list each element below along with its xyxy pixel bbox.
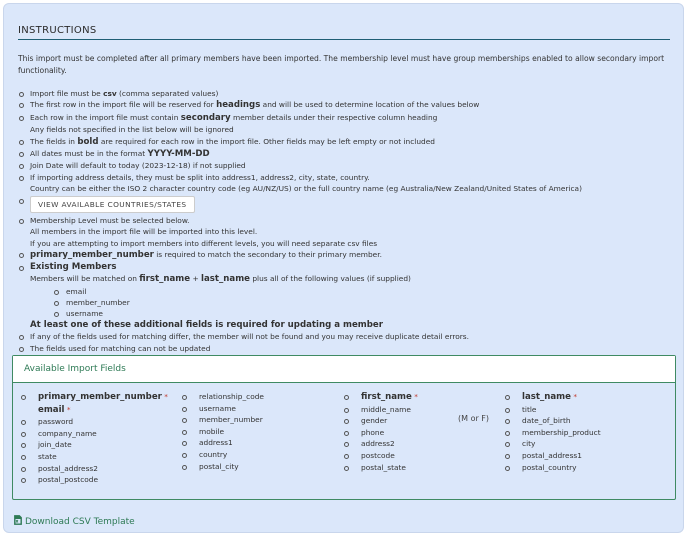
field-item: membership_product — [503, 427, 601, 439]
field-item — [503, 391, 601, 404]
field-item: phone — [342, 427, 418, 439]
rule-bold: first_name — [139, 274, 191, 285]
match-field-item: username — [18, 308, 683, 319]
gender-note: (M or F) — [458, 414, 490, 423]
fields-column-3 — [342, 391, 418, 473]
field-item: title — [503, 404, 601, 416]
intro-text: This import must be completed after all primary members have been imported. The membership level must have group memberships enabled to allow secondary import functionality. — [18, 54, 665, 75]
fields-column-1 — [19, 391, 168, 486]
field-name-required: last_name — [522, 392, 571, 402]
rule-text: are required for each row in the import file. Other fields may be left empty or not included — [98, 136, 435, 146]
field-item: postal_state — [342, 462, 418, 474]
field-item: middle_name — [342, 404, 418, 416]
rule-headings — [18, 99, 683, 111]
field-item: username — [180, 403, 264, 415]
download-csv-template-link[interactable] — [14, 515, 135, 528]
field-item: postal_address1 — [503, 450, 601, 462]
view-countries-button[interactable]: VIEW AVAILABLE COUNTRIES/STATES — [30, 196, 195, 213]
field-item: postal_country — [503, 462, 601, 474]
field-item: member_number — [180, 414, 264, 426]
match-field-item: email — [18, 286, 683, 297]
rule-text: The first row in the import file will be reserved for — [30, 100, 217, 110]
rule-text: (comma separated values) — [116, 89, 219, 98]
field-item: postal_postcode — [19, 474, 168, 486]
field-item — [19, 391, 168, 404]
rule-additional-required: At least one of these additional fields is required for updating a member — [30, 319, 383, 330]
rule-country-note: Country can be either the ISO 2 character country code (eg AU/NZ/US) or the full country name (eg Australia/New Zealand/United States of America) — [30, 184, 582, 194]
field-item: date_of_birth — [503, 415, 601, 427]
rule-text: Import file must be — [30, 89, 104, 98]
field-name-required: first_name — [361, 392, 412, 402]
rule-bold: bold — [77, 136, 99, 147]
rule-bold: secondary — [180, 112, 231, 123]
required-mark: * — [573, 392, 578, 401]
field-item: state — [19, 451, 168, 463]
field-item: postal_city — [180, 461, 264, 473]
field-name-required: email — [38, 404, 65, 415]
download-label: Download CSV Template — [25, 517, 135, 527]
rule-text: member details under their respective column heading — [230, 112, 438, 122]
rule-primary-number — [18, 249, 683, 261]
rule-matching-note — [18, 273, 683, 285]
file-csv-icon — [14, 515, 22, 528]
required-mark: * — [66, 404, 71, 414]
field-item: country — [180, 449, 264, 461]
field-item: address2 — [342, 438, 418, 450]
field-item: join_date — [19, 439, 168, 451]
field-name-required: primary_member_number — [38, 392, 162, 402]
rule-text: plus all of the following values (if supplied) — [249, 274, 411, 284]
field-item: relationship_code — [180, 391, 264, 403]
rule-csv — [18, 88, 683, 99]
required-mark: * — [164, 392, 168, 401]
rule-secondary — [18, 112, 683, 124]
rule-text: + — [190, 274, 202, 284]
fields-column-2 — [180, 391, 264, 472]
instructions-heading: INSTRUCTIONS — [18, 25, 670, 40]
rule-duplicate-warning: If any of the fields used for matching differ, the member will not be found and you may receive duplicate detail errors. — [18, 331, 683, 342]
rule-dates — [18, 148, 683, 160]
field-item: gender — [342, 415, 418, 427]
field-item — [342, 391, 418, 404]
rule-join-date: Join Date will default to today (2023-12-18) if not supplied — [18, 160, 683, 171]
instructions-panel — [3, 3, 684, 533]
rule-text: Each row in the import file must contain — [30, 112, 181, 122]
rules-list — [18, 88, 683, 354]
rule-existing-members: Existing Members — [18, 262, 683, 273]
rule-text: All dates must be in the format — [30, 149, 148, 159]
rule-text: The fields in — [30, 136, 78, 146]
available-fields-box — [12, 355, 676, 500]
rule-text: Members will be matched on — [30, 274, 140, 284]
field-item: address1 — [180, 437, 264, 449]
rule-level-note-2: If you are attempting to import members into different levels, you will need separate csv files — [30, 238, 378, 248]
rule-membership-level: Membership Level must be selected below. — [18, 215, 683, 226]
rule-bold: primary_member_number — [30, 250, 154, 261]
fields-column-4 — [503, 391, 601, 473]
rule-secondary-note: Any fields not specified in the list below will be ignored — [30, 125, 234, 135]
field-item — [19, 404, 168, 417]
rule-text: and will be used to determine location of the values below — [260, 100, 480, 110]
rule-bold: csv — [103, 89, 117, 98]
rule-bold-fields — [18, 136, 683, 148]
rule-no-update: The fields used for matching can not be updated — [18, 343, 683, 354]
required-mark: * — [414, 392, 418, 401]
field-item: postal_address2 — [19, 463, 168, 475]
field-item: mobile — [180, 426, 264, 438]
rule-bold: last_name — [201, 274, 250, 285]
field-item: company_name — [19, 428, 168, 440]
field-item: password — [19, 416, 168, 428]
rule-bold: YYYY-MM-DD — [147, 149, 210, 160]
match-field-item: member_number — [18, 297, 683, 308]
rule-countries-button-row — [18, 195, 683, 215]
rule-text: is required to match the secondary to their primary member. — [153, 250, 382, 260]
rule-address: If importing address details, they must be split into address1, address2, city, state, country. — [18, 172, 683, 183]
field-item: postcode — [342, 450, 418, 462]
rule-bold: headings — [216, 100, 261, 111]
available-fields-title: Available Import Fields — [13, 356, 675, 383]
field-item: city — [503, 438, 601, 450]
rule-level-note-1: All members in the import file will be imported into this level. — [30, 227, 258, 237]
